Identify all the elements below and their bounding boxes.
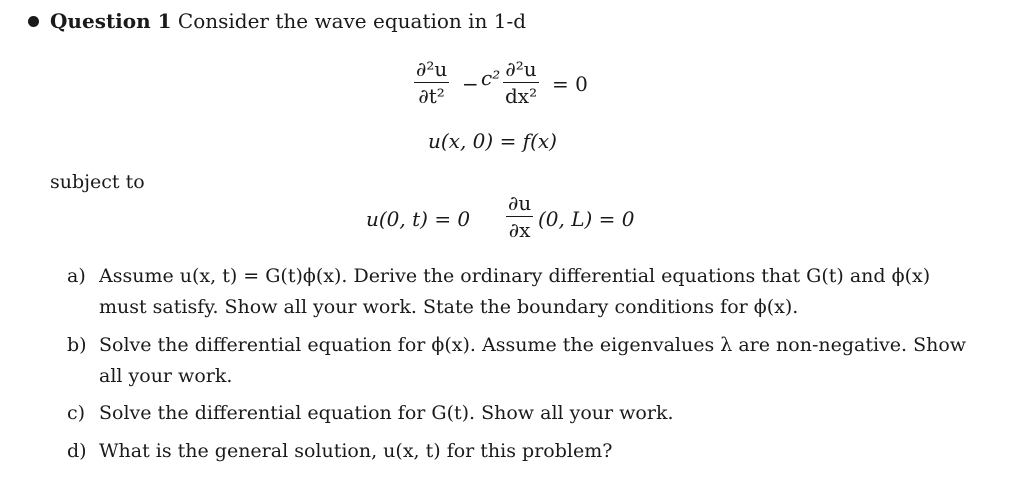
bullet-point bbox=[28, 16, 39, 27]
part-label: d) bbox=[67, 440, 87, 462]
part-label: c) bbox=[67, 402, 86, 424]
part-text-line2: all your work. bbox=[99, 365, 233, 387]
fraction-bar bbox=[503, 82, 539, 83]
part-text-line2: must satisfy. Show all your work. State the boundary conditions for ϕ(x). bbox=[99, 296, 799, 318]
pde-term1-fraction bbox=[414, 58, 449, 107]
boundary-condition-2-rest: (0, L) = 0 bbox=[538, 207, 635, 231]
question-heading bbox=[50, 9, 526, 33]
pde-coefficient: c² bbox=[481, 66, 501, 90]
pde-term1-numerator: ∂²u bbox=[416, 57, 448, 81]
pde-rhs: = 0 bbox=[552, 72, 588, 96]
pde-term2-numerator: ∂²u bbox=[505, 57, 537, 81]
initial-condition: u(x, 0) = f(x) bbox=[428, 129, 557, 153]
part-label: b) bbox=[67, 334, 87, 356]
pde-term1-denominator: ∂t² bbox=[418, 84, 445, 109]
bc2-denominator: ∂x bbox=[508, 218, 531, 243]
pde-minus: − bbox=[462, 72, 479, 96]
part-label: a) bbox=[67, 265, 86, 287]
fraction-bar bbox=[506, 216, 533, 217]
boundary-condition-2-fraction bbox=[506, 192, 533, 241]
part-text-line1: Assume u(x, t) = G(t)ϕ(x). Derive the ordinary differential equations that G(t) and ϕ(x) bbox=[99, 265, 931, 287]
bc2-numerator: ∂u bbox=[508, 191, 532, 215]
question-title: Question 1 bbox=[50, 9, 172, 33]
pde-term2-fraction bbox=[503, 58, 539, 107]
part-text-line1: Solve the differential equation for ϕ(x). Assume the eigenvalues λ are non-negative. Show bbox=[99, 334, 967, 356]
part-text-line1: Solve the differential equation for G(t). Show all your work. bbox=[99, 402, 674, 424]
question-intro: Consider the wave equation in 1-d bbox=[177, 9, 527, 33]
subject-to-label: subject to bbox=[50, 171, 145, 193]
boundary-condition-1: u(0, t) = 0 bbox=[366, 207, 471, 231]
fraction-bar bbox=[414, 82, 449, 83]
part-text-line1: What is the general solution, u(x, t) for this problem? bbox=[99, 440, 613, 462]
pde-term2-denominator: dx² bbox=[505, 84, 538, 109]
